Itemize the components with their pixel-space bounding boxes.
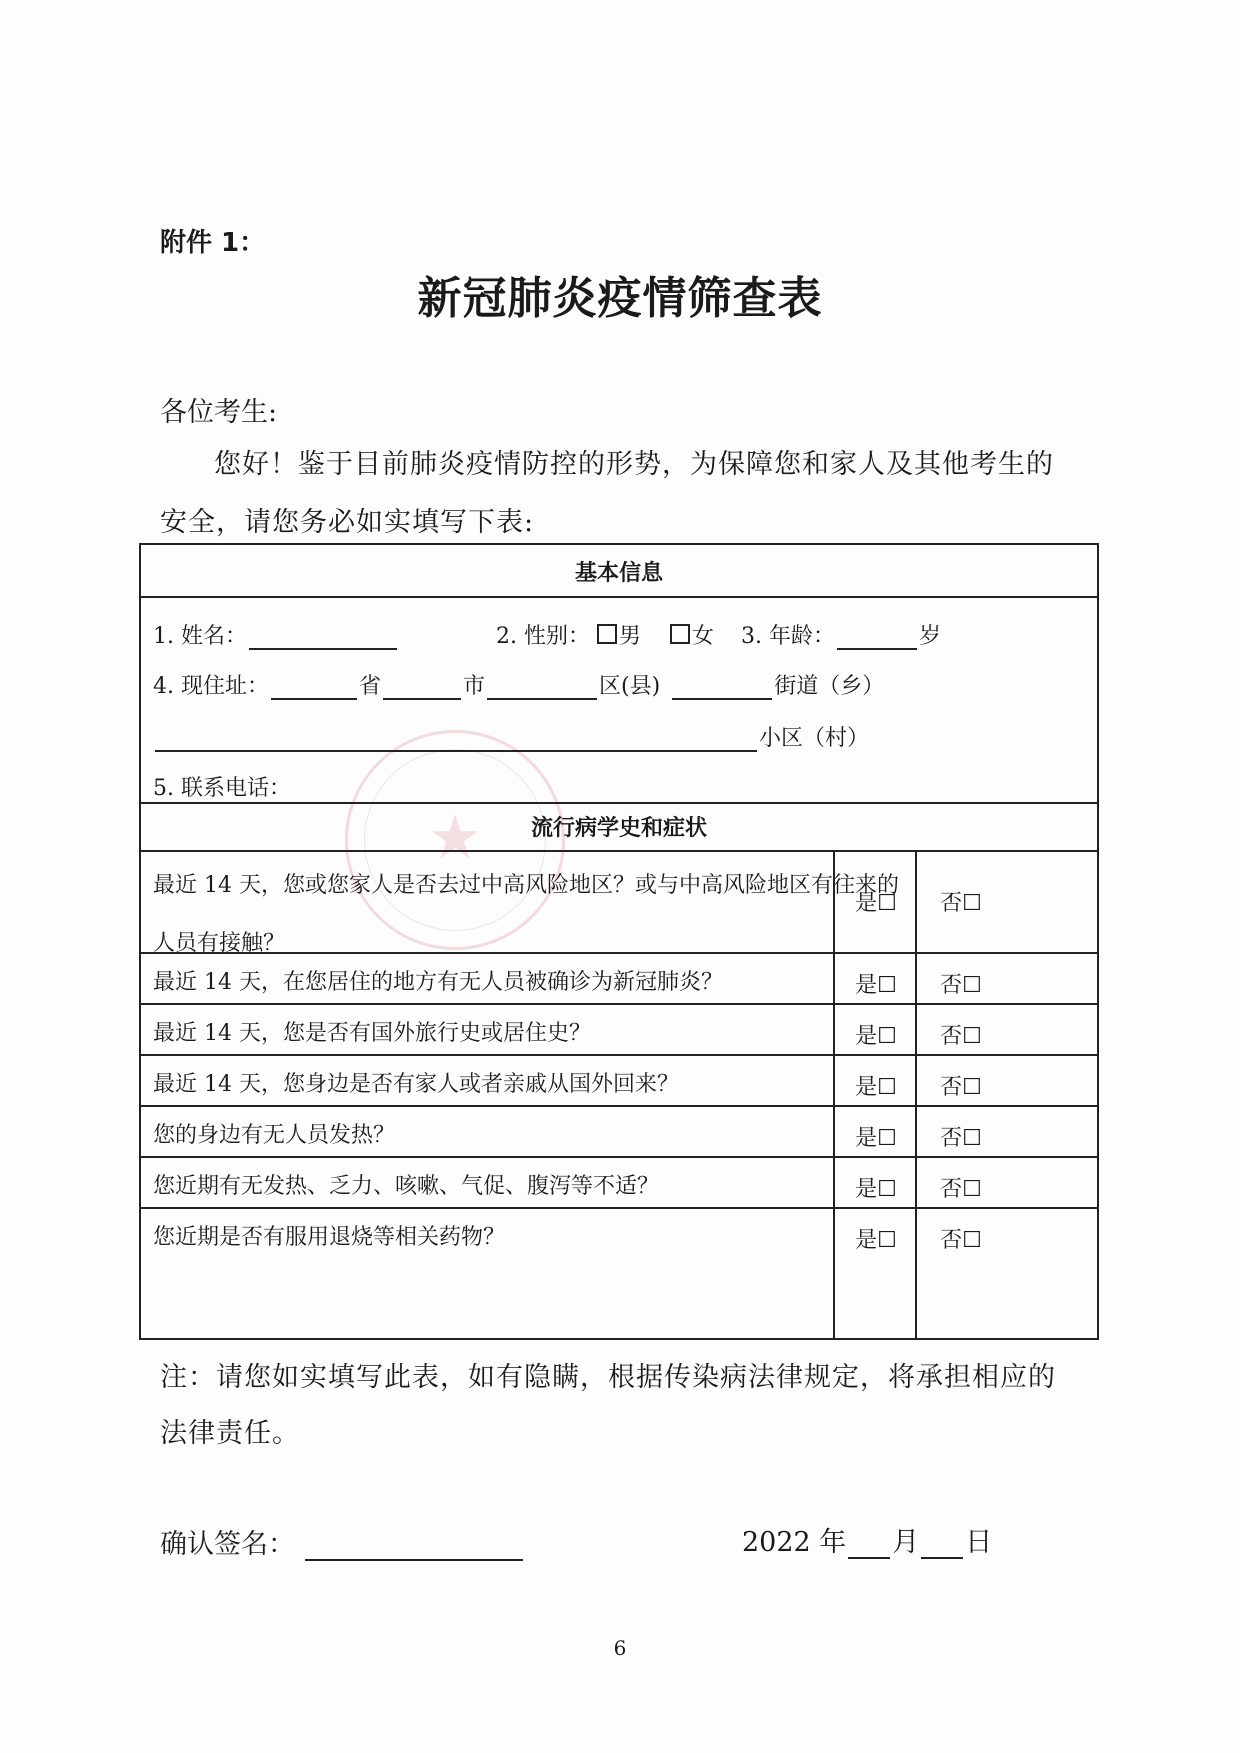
province-input[interactable] (271, 676, 357, 700)
screening-form (139, 543, 1099, 1340)
district-input[interactable] (487, 676, 597, 700)
q1-yes-option[interactable]: 是☐ (855, 891, 897, 916)
q5-no-option[interactable]: 否☐ (940, 1126, 982, 1151)
city-input[interactable] (383, 676, 461, 700)
gender-male-option[interactable]: 男 (597, 619, 641, 650)
age-input[interactable] (837, 626, 917, 650)
greeting: 各位考生: (160, 397, 278, 428)
attachment-label: 附件 1： (160, 228, 266, 258)
question-2: 最近 14 天，在您居住的地方有无人员被确诊为新冠肺炎？ (153, 970, 723, 995)
q4-no-option[interactable]: 否☐ (940, 1075, 982, 1100)
date-row: 2022 年 月 日 (742, 1527, 993, 1558)
street-input[interactable] (672, 676, 772, 700)
checkbox-icon (670, 624, 690, 644)
note-text: 请您如实填写此表，如有隐瞒，根据传染病法律规定，将承担相应的法律责任。 (160, 1362, 1056, 1449)
question-5: 您的身边有无人员发热？ (153, 1123, 396, 1148)
month-input[interactable] (848, 1529, 890, 1559)
q6-no-option[interactable]: 否☐ (940, 1177, 982, 1202)
question-4: 最近 14 天，您身边是否有家人或者亲戚从国外回来？ (153, 1072, 679, 1097)
q1-no-option[interactable]: 否☐ (940, 891, 982, 916)
address-row: 4. 现住址： 省 市 区(县) 街道（乡） (153, 674, 885, 699)
section-basic-header: 基本信息 (574, 561, 663, 586)
question-7: 您近期是否有服用退烧等相关药物？ (153, 1225, 506, 1250)
section-epi-header: 流行病学史和症状 (530, 816, 707, 841)
name-row: 1. 姓名： (153, 619, 399, 650)
page-number: 6 (613, 1636, 627, 1660)
phone-row: 5. 联系电话： (153, 776, 291, 801)
age-row: 3. 年龄： 岁 (741, 624, 941, 649)
signature-row: 确认签名： (160, 1522, 525, 1561)
intro-paragraph: 您好！鉴于目前肺炎疫情防控的形势，为保障您和家人及其他考生的安全，请您务必如实填写下表: (160, 449, 1054, 538)
q4-yes-option[interactable]: 是☐ (855, 1075, 897, 1100)
q5-yes-option[interactable]: 是☐ (855, 1126, 897, 1151)
q7-no-option[interactable]: 否☐ (940, 1228, 982, 1253)
q3-yes-option[interactable]: 是☐ (855, 1024, 897, 1049)
gender-female-option[interactable]: 女 (670, 619, 714, 650)
checkbox-icon (597, 624, 617, 644)
question-1: 最近 14 天，您或您家人是否去过中高风险地区？或与中高风险地区有往来的人员有接触？ (153, 873, 899, 956)
signature-input[interactable] (305, 1531, 523, 1561)
footnote (160, 1350, 1080, 1462)
q6-yes-option[interactable]: 是☐ (855, 1177, 897, 1202)
seal-star-icon: ★ (428, 803, 482, 873)
gender-row: 2. 性别： 男 女 (496, 619, 714, 650)
community-input[interactable] (155, 728, 757, 752)
question-3: 最近 14 天，您是否有国外旅行史或居住史？ (153, 1021, 591, 1046)
q7-yes-option[interactable]: 是☐ (855, 1228, 897, 1253)
q2-no-option[interactable]: 否☐ (940, 973, 982, 998)
q2-yes-option[interactable]: 是☐ (855, 973, 897, 998)
name-input[interactable] (249, 626, 397, 650)
q3-no-option[interactable]: 否☐ (940, 1024, 982, 1049)
note-label: 注： (160, 1362, 216, 1393)
question-6: 您近期有无发热、乏力、咳嗽、气促、腹泻等不适？ (153, 1174, 660, 1199)
page-title: 新冠肺炎疫情筛查表 (417, 273, 823, 324)
community-row: 小区（村） (153, 721, 869, 752)
day-input[interactable] (921, 1529, 963, 1559)
